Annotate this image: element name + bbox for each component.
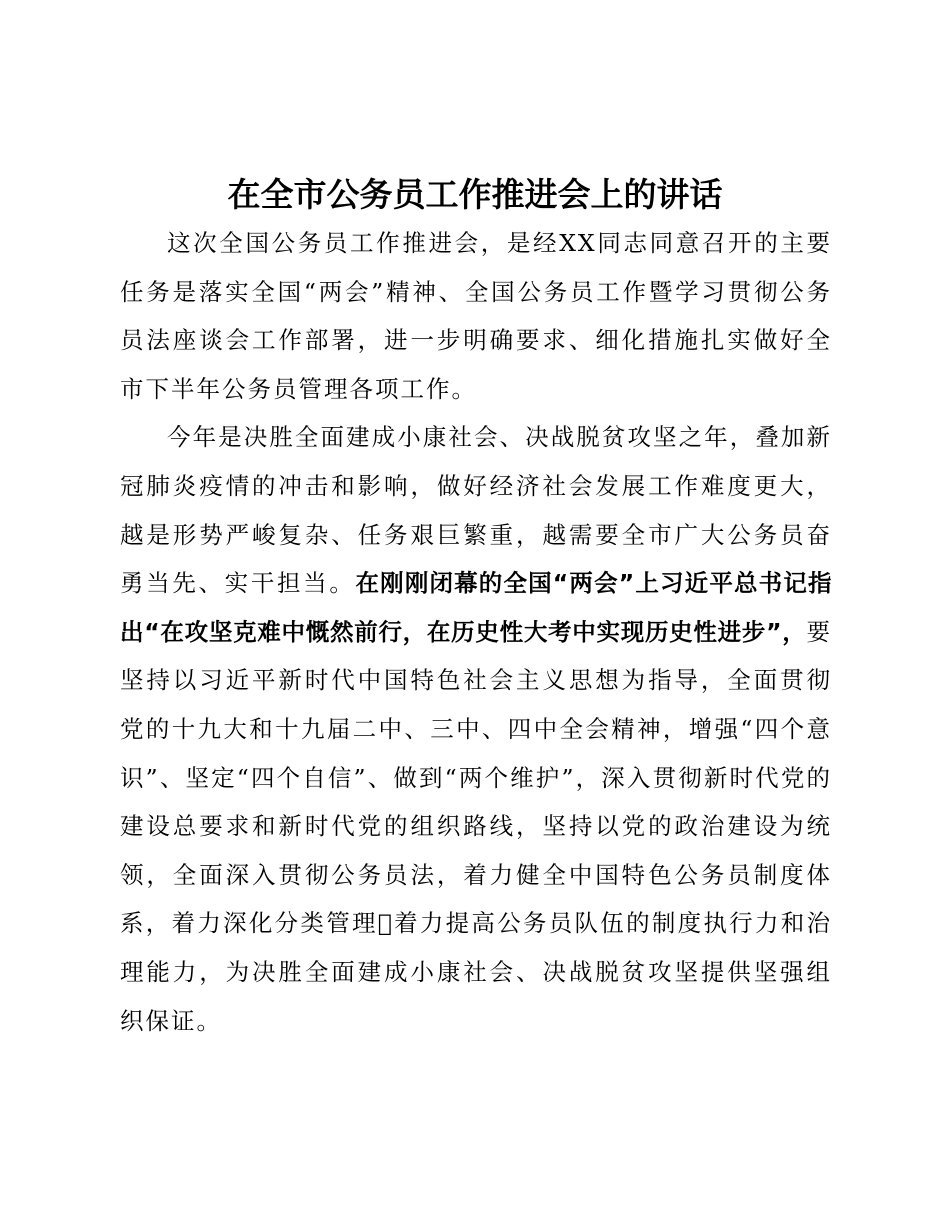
paragraph-2 [120, 413, 832, 1045]
paragraph-2-body: 要坚持以习近平新时代中国特色社会主义思想为指导，全面贯彻党的十九大和十九届二中、三中、四中全会精神，增强“四个意识”、坚定“四个自信”、做到“两个维护”，深入贯彻新时代党的建设总要求和新时代党的组织路线，坚持以党的政治建设为统领，全面深入贯彻公务员法，着力健全中国特色公务员制度体系，着力深化分类管理 着力提高公务员队伍的制度执行力和治理能力，为决胜全面建成小康社会、决战脱贫攻坚提供坚强组织保证。 [120, 617, 832, 1035]
paragraph-2-intro: 今年是决胜全面建成小康社会、决战脱贫攻坚之年，叠加新冠肺炎疫情的冲击和影响，做好经济社会发展工作难度更大，越是形势严峻复杂、任务艰巨繁重，越需要全市广大公务员奋勇当先、实干担当。 [120, 423, 832, 598]
document-title: 在全市公务员工作推进会上的讲话 [227, 175, 723, 214]
paragraph-2-quote-bold: 在刚刚闭幕的全国“两会”上习近平总书记指出“在攻坚克难中慨然前行，在历史性大考中实现历史性进步”， [120, 569, 833, 646]
paragraph-1: 这次全国公务员工作推进会，是经XX同志同意召开的主要任务是落实全国“两会”精神、全国公务员工作暨学习贯彻公务员法座谈会工作部署，进一步明确要求、细化措施扎实做好全市下半年公务员管理各项工作。 [120, 229, 832, 403]
document-body [120, 219, 832, 1045]
